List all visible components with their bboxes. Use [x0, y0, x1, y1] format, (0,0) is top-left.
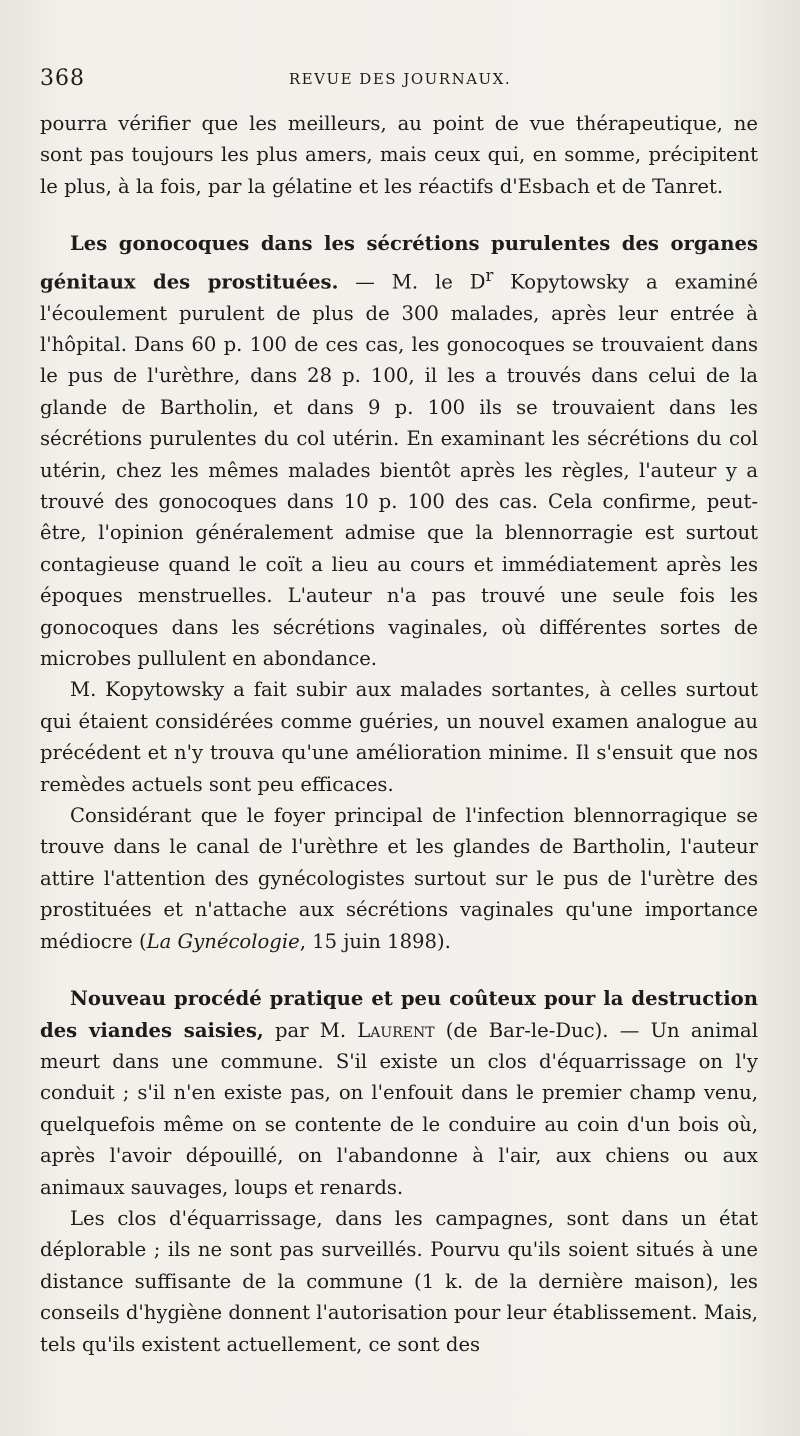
author-prefix: par M. [263, 1018, 358, 1042]
citation-date: , 15 juin 1898). [299, 929, 451, 953]
running-title: REVUE DES JOURNAUX. [288, 70, 512, 88]
article-title-gonocoques: Les gonocoques dans les sécrétions purulentes des organes génitaux des prostituées. [40, 232, 758, 294]
article-gonocoques-paragraph-2: M. Kopytowsky a fait subir aux malades sortantes, à celles surtout qui étaient considérées comme guéries, un nouvel examen analogue au précédent et n'y trouva qu'une amélioration minime. Il s'ensuit que nos remèdes actuels sont peu efficaces. [40, 678, 758, 796]
source-citation: La Gynécologie [146, 929, 300, 953]
section-gap [40, 202, 758, 228]
author-intro: — M. le D [338, 270, 486, 294]
paragraph-text: Kopytowsky a examiné l'écoulement purulent de plus de 300 malades, après leur entrée à l'hôpital. Dans 60 p. 100 de ces cas, les gonocoques se trouvaient dans le pus de l'urèthre, dans 28 p. 100, il les a trouvés dans celui de la glande de Bartholin, et dans 9 p. 100 ils se trouvaient dans les sécrétions purulentes du col utérin. En examinant les sécrétions du col utérin, chez les mêmes malades bientôt après les règles, l'auteur y a trouvé des gonocoques dans 10 p. 100 des cas. Cela confirme, peut-être, l'opinion généralement admise que la blennorragie est surtout contagieuse quand le coït a lieu au cours et immédiatement après les époques menstruelles. L'auteur n'a pas trouvé une seule fois les gonocoques dans les sécrétions vaginales, où différentes sortes de microbes pullulent en abondance. [40, 270, 758, 671]
section-gap [40, 957, 758, 983]
page-number: 368 [40, 66, 85, 91]
paragraph-text: Considérant que le foyer principal de l'infection blennorragique se trouve dans le canal de l'urèthre et les glandes de Bartholin, l'auteur attire l'attention des gynécologistes surtout sur le pus de l'urètre des prostituées et n'attache aux sécrétions vaginales qu'une importance médiocre ( [40, 804, 758, 953]
paragraph-text: (de Bar-le-Duc). — Un animal meurt dans une commune. S'il existe un clos d'équarrissage on l'y conduit ; s'il n'en existe pas, on l'enfouit dans le premier champ venu, quelquefois même on se contente de le conduire au coin d'un bois où, après l'avoir dépouillé, on l'abandonne à l'air, aux chiens ou aux animaux sauvages, loups et renards. [40, 1018, 758, 1199]
article-title-viandes: Nouveau procédé pratique et peu coûteux pour la destruction des viandes saisies, [40, 987, 758, 1042]
continued-paragraph: pourra vérifier que les meilleurs, au point de vue thérapeutique, ne sont pas toujours les plus amers, mais ceux qui, en somme, précipitent le plus, à la fois, par la gélatine et les réactifs d'Esbach et de Tanret. [40, 112, 758, 198]
article-viandes-paragraph-2: Les clos d'équarrissage, dans les campagnes, sont dans un état déplorable ; ils ne sont pas surveillés. Pourvu qu'ils soient situés à une distance suffisante de la commune (1 k. de la dernière maison), les conseils d'hygiène donnent l'autorisation pour leur établissement. Mais, tels qu'ils existent actuellement, ce sont des [40, 1206, 758, 1356]
article-gonocoques-paragraph-3 [40, 800, 758, 957]
article-viandes-paragraph-1 [40, 983, 758, 1203]
article-gonocoques-paragraph-1 [40, 228, 758, 674]
page-header [40, 66, 760, 102]
page-body [40, 108, 758, 1360]
doctor-superscript: r [485, 265, 494, 285]
author-name: Laurent [357, 1018, 435, 1042]
